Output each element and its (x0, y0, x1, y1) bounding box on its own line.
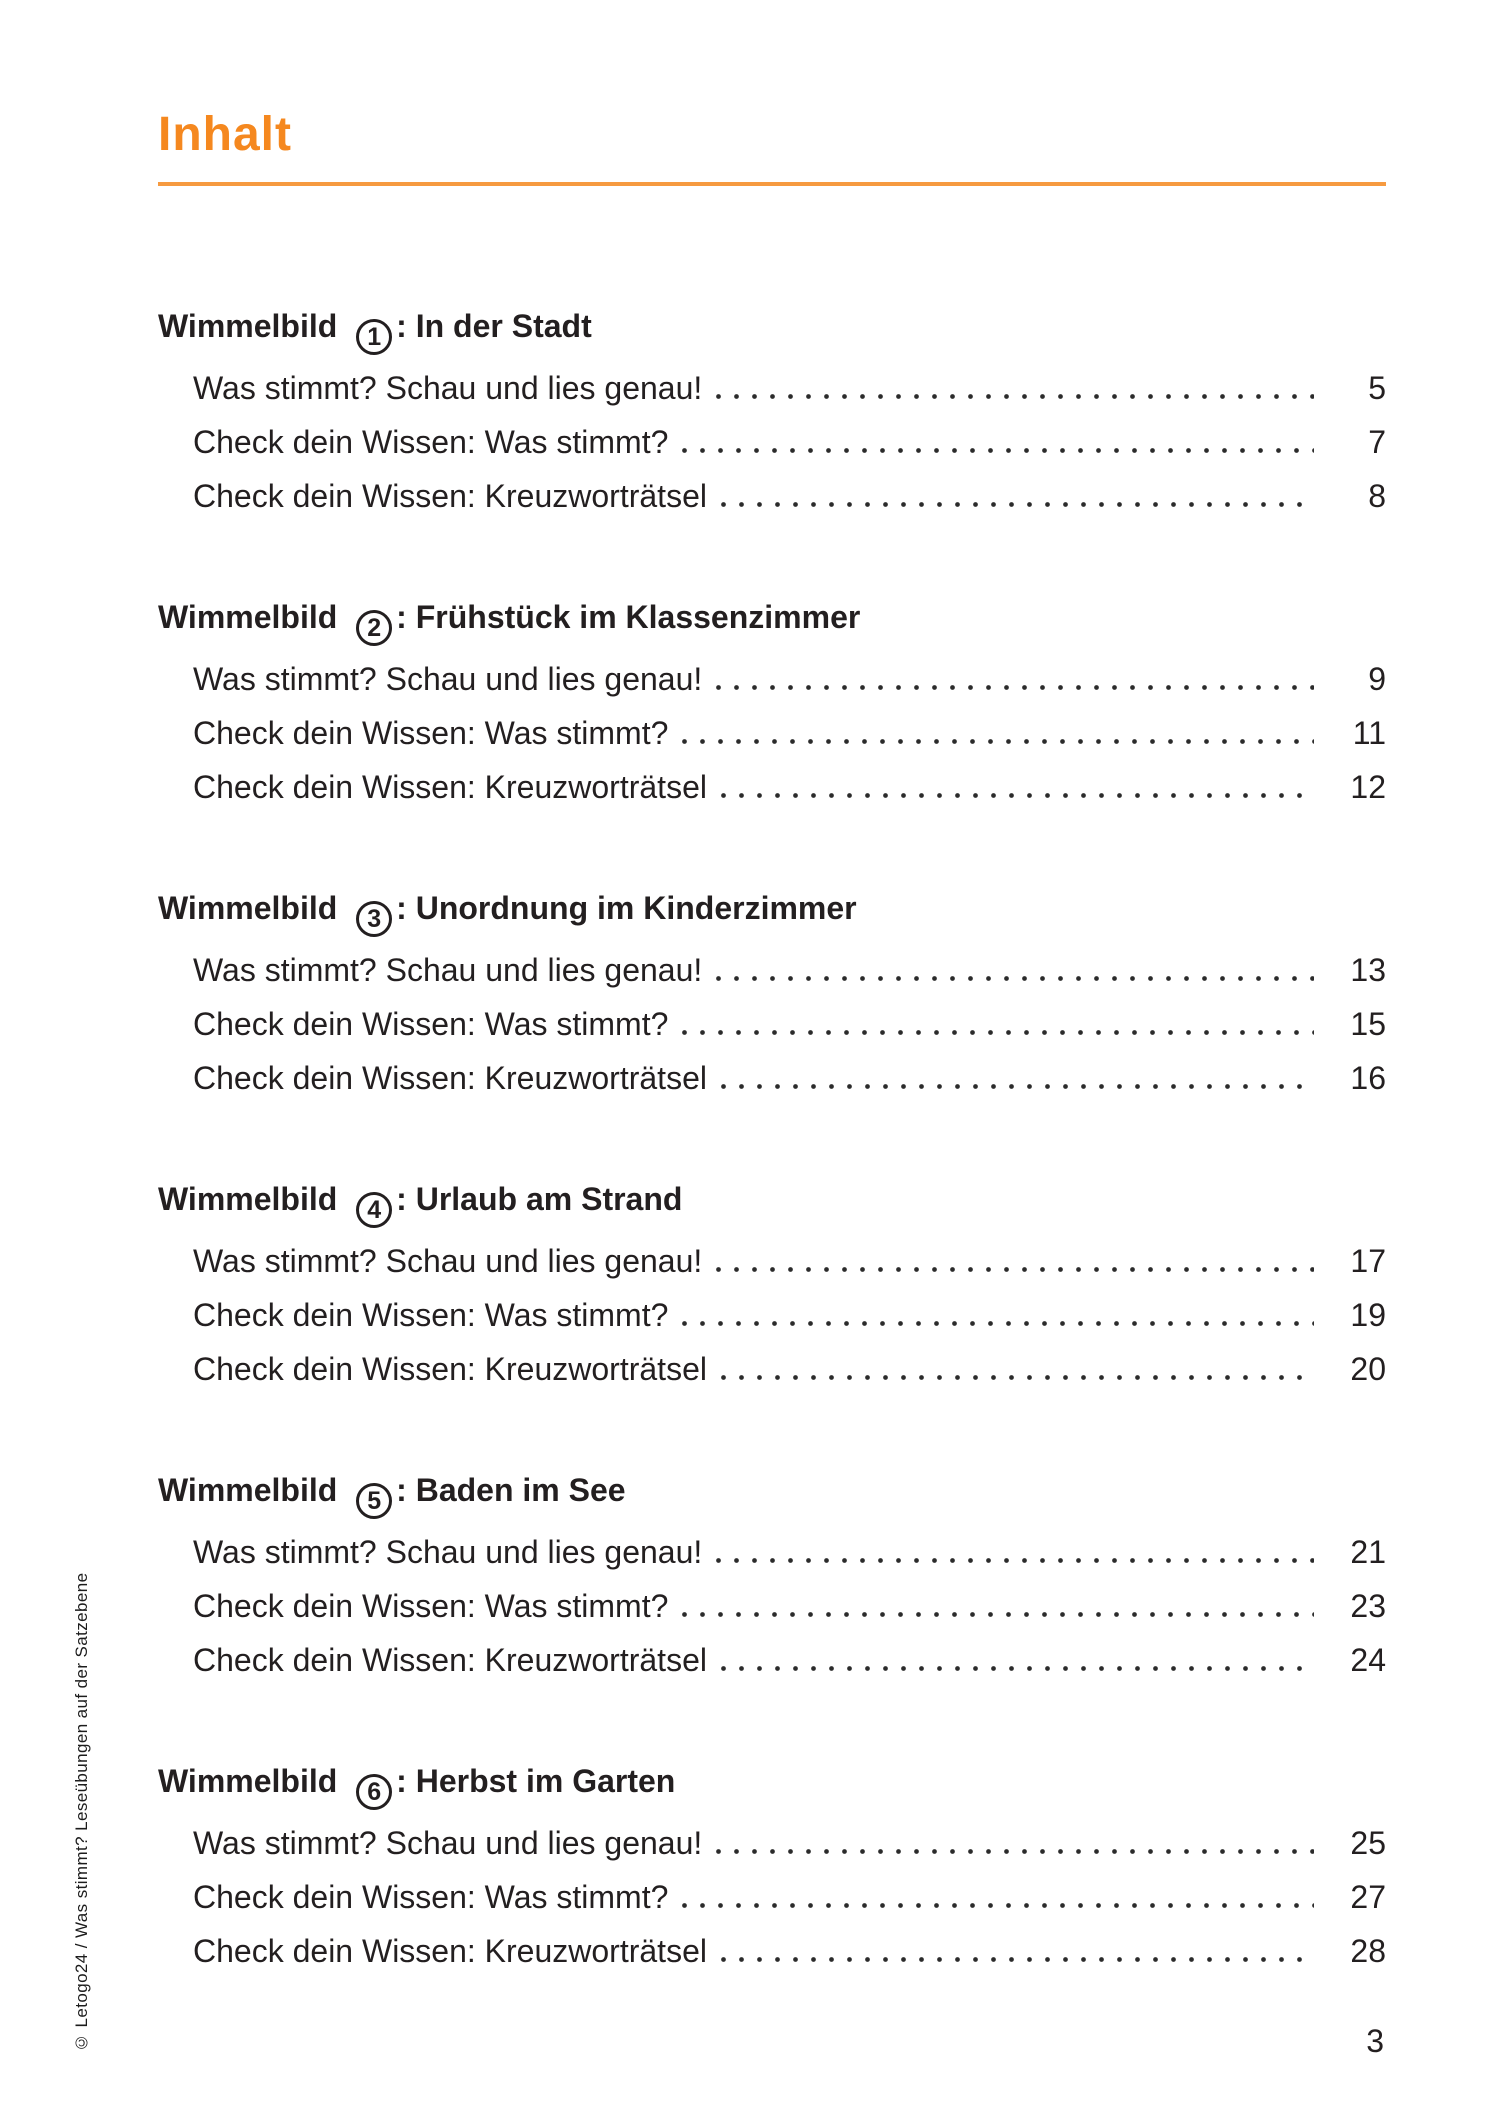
entry-page-number: 21 (1350, 1534, 1386, 1570)
section-prefix: Wimmelbild (158, 308, 347, 344)
entry-label: Was stimmt? Schau und lies genau! (193, 1534, 703, 1570)
entry-page-number: 8 (1368, 478, 1386, 514)
section-entries (193, 943, 1386, 1105)
section-entries (193, 361, 1386, 523)
page-number: 3 (1366, 2023, 1384, 2059)
entry-label: Check dein Wissen: Kreuzworträtsel (193, 478, 707, 514)
dot-leader (716, 976, 1314, 981)
circled-number-icon: 6 (356, 1774, 392, 1810)
entry-label: Was stimmt? Schau und lies genau! (193, 952, 703, 988)
sidebar-copyright-text: © Letogo24 / Was stimmt? Leseübungen auf der Satzebene (72, 1572, 91, 2052)
section-heading (158, 1468, 1386, 1519)
section-heading (158, 1177, 1386, 1228)
toc-entry (193, 361, 1386, 415)
section-entries (193, 1525, 1386, 1687)
entry-page-number: 27 (1350, 1879, 1386, 1915)
dot-leader (682, 1903, 1314, 1908)
section-title: : Urlaub am Strand (396, 1181, 683, 1217)
dot-leader (682, 739, 1314, 744)
entry-page-number: 23 (1350, 1588, 1386, 1624)
toc-entry (193, 760, 1386, 814)
toc-entry (193, 1816, 1386, 1870)
dot-leader (682, 1612, 1314, 1617)
toc-entry (193, 1051, 1386, 1105)
dot-leader (716, 685, 1314, 690)
section-title: : Herbst im Garten (396, 1763, 676, 1799)
toc-entry (193, 1870, 1386, 1924)
dot-leader (716, 394, 1314, 399)
toc-section-2 (158, 595, 1386, 814)
entry-page-number: 7 (1368, 424, 1386, 460)
toc-entry (193, 1234, 1386, 1288)
section-prefix: Wimmelbild (158, 1472, 347, 1508)
entry-page-number: 16 (1350, 1060, 1386, 1096)
circled-number-icon: 3 (356, 901, 392, 937)
dot-leader (721, 1084, 1314, 1089)
toc-entry (193, 469, 1386, 523)
section-entries (193, 1234, 1386, 1396)
entry-page-number: 13 (1350, 952, 1386, 988)
toc-section-5 (158, 1468, 1386, 1687)
section-entries (193, 652, 1386, 814)
toc-section-3 (158, 886, 1386, 1105)
entry-label: Check dein Wissen: Was stimmt? (193, 424, 669, 460)
entry-label: Check dein Wissen: Was stimmt? (193, 1297, 669, 1333)
entry-label: Check dein Wissen: Was stimmt? (193, 1006, 669, 1042)
section-title: : In der Stadt (396, 308, 592, 344)
entry-label: Was stimmt? Schau und lies genau! (193, 370, 703, 406)
section-heading (158, 595, 1386, 646)
entry-page-number: 25 (1350, 1825, 1386, 1861)
entry-page-number: 15 (1350, 1006, 1386, 1042)
dot-leader (721, 1666, 1314, 1671)
entry-page-number: 24 (1350, 1642, 1386, 1678)
section-heading (158, 886, 1386, 937)
dot-leader (721, 1957, 1314, 1962)
circled-number-icon: 2 (356, 610, 392, 646)
toc-section-1 (158, 304, 1386, 523)
entry-label: Check dein Wissen: Kreuzworträtsel (193, 1351, 707, 1387)
entry-label: Was stimmt? Schau und lies genau! (193, 1243, 703, 1279)
entry-label: Check dein Wissen: Was stimmt? (193, 715, 669, 751)
dot-leader (716, 1267, 1314, 1272)
circled-number-icon: 1 (356, 319, 392, 355)
entry-page-number: 20 (1350, 1351, 1386, 1387)
section-heading (158, 304, 1386, 355)
section-heading (158, 1759, 1386, 1810)
dot-leader (682, 1030, 1314, 1035)
page-content (158, 0, 1386, 1978)
entry-label: Check dein Wissen: Kreuzworträtsel (193, 769, 707, 805)
entry-page-number: 9 (1368, 661, 1386, 697)
section-prefix: Wimmelbild (158, 890, 347, 926)
entry-page-number: 12 (1350, 769, 1386, 805)
entry-label: Check dein Wissen: Kreuzworträtsel (193, 1933, 707, 1969)
entry-page-number: 11 (1352, 715, 1386, 751)
entry-label: Check dein Wissen: Kreuzworträtsel (193, 1642, 707, 1678)
entry-label: Check dein Wissen: Was stimmt? (193, 1879, 669, 1915)
dot-leader (716, 1849, 1314, 1854)
dot-leader (721, 793, 1314, 798)
page-title: Inhalt (158, 108, 292, 161)
toc-entry (193, 706, 1386, 760)
entry-page-number: 17 (1350, 1243, 1386, 1279)
title-underline-rule (158, 182, 1386, 186)
toc-entry (193, 943, 1386, 997)
entry-label: Was stimmt? Schau und lies genau! (193, 661, 703, 697)
table-of-contents (158, 304, 1386, 1978)
section-prefix: Wimmelbild (158, 599, 347, 635)
section-entries (193, 1816, 1386, 1978)
toc-entry (193, 1342, 1386, 1396)
toc-entry (193, 1288, 1386, 1342)
section-prefix: Wimmelbild (158, 1181, 347, 1217)
entry-page-number: 5 (1368, 370, 1386, 406)
toc-entry (193, 1924, 1386, 1978)
entry-page-number: 28 (1350, 1933, 1386, 1969)
circled-number-icon: 4 (356, 1192, 392, 1228)
entry-label: Check dein Wissen: Was stimmt? (193, 1588, 669, 1624)
dot-leader (716, 1558, 1314, 1563)
entry-label: Check dein Wissen: Kreuzworträtsel (193, 1060, 707, 1096)
section-prefix: Wimmelbild (158, 1763, 347, 1799)
section-title: : Baden im See (396, 1472, 626, 1508)
dot-leader (721, 502, 1314, 507)
entry-page-number: 19 (1350, 1297, 1386, 1333)
toc-entry (193, 1525, 1386, 1579)
toc-section-4 (158, 1177, 1386, 1396)
circled-number-icon: 5 (356, 1483, 392, 1519)
dot-leader (682, 448, 1314, 453)
toc-section-6 (158, 1759, 1386, 1978)
toc-entry (193, 652, 1386, 706)
section-title: : Frühstück im Klassenzimmer (396, 599, 861, 635)
dot-leader (721, 1375, 1314, 1380)
toc-entry (193, 415, 1386, 469)
dot-leader (682, 1321, 1314, 1326)
toc-entry (193, 1633, 1386, 1687)
toc-entry (193, 1579, 1386, 1633)
entry-label: Was stimmt? Schau und lies genau! (193, 1825, 703, 1861)
section-title: : Unordnung im Kinderzimmer (396, 890, 857, 926)
toc-entry (193, 997, 1386, 1051)
